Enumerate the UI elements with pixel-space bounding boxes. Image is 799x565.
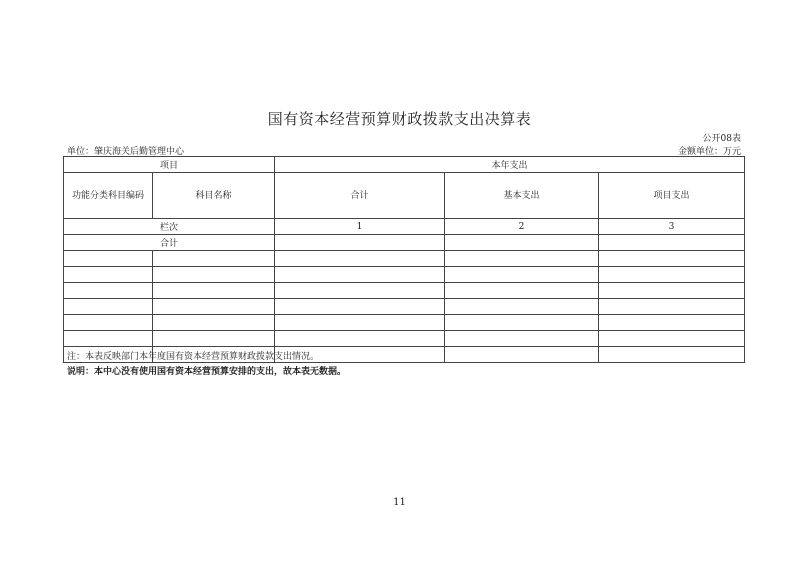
table-row <box>64 331 745 347</box>
table-row <box>64 299 745 315</box>
header-current-year-cell: 本年支出 <box>275 157 745 173</box>
table-cell <box>153 251 275 267</box>
table-cell <box>153 299 275 315</box>
table-cell <box>153 315 275 331</box>
table-cell <box>599 267 745 283</box>
table-cell <box>64 299 153 315</box>
table-header-row-1 <box>64 157 745 173</box>
total-cell <box>599 235 745 251</box>
expenditure-table <box>63 156 745 363</box>
table-cell <box>275 299 445 315</box>
table-cell <box>445 315 599 331</box>
table-cell <box>275 331 445 347</box>
table-cell <box>445 267 599 283</box>
col-header-code: 功能分类科目编码 <box>64 173 153 219</box>
unit-label: 单位：肇庆海关后勤管理中心 <box>67 147 185 157</box>
table-row <box>64 283 745 299</box>
table-cell <box>275 315 445 331</box>
lanci-col-3: 3 <box>599 219 745 235</box>
table-row <box>64 251 745 267</box>
col-header-total: 合计 <box>275 173 445 219</box>
lanci-row <box>64 219 745 235</box>
table-cell <box>64 315 153 331</box>
table-cell <box>275 251 445 267</box>
table-cell <box>599 347 745 363</box>
table-cell <box>153 283 275 299</box>
table-cell <box>64 283 153 299</box>
table-note: 注：本表反映部门本年度国有资本经营预算财政拨款支出情况。 <box>67 352 320 362</box>
table-cell <box>64 251 153 267</box>
table-cell <box>445 251 599 267</box>
page-number: 11 <box>393 497 406 508</box>
table-cell <box>599 283 745 299</box>
table-cell <box>445 283 599 299</box>
table-cell <box>275 267 445 283</box>
table-cell <box>445 331 599 347</box>
table-cell <box>599 331 745 347</box>
table-cell <box>599 251 745 267</box>
table-cell <box>445 347 599 363</box>
table-cell <box>445 299 599 315</box>
table-header-row-2 <box>64 173 745 219</box>
table-code: 公开08表 <box>702 134 741 144</box>
lanci-label: 栏次 <box>64 219 275 235</box>
explanation-text: 说明：本中心没有使用国有资本经营预算安排的支出，故本表无数据。 <box>67 367 347 377</box>
lanci-col-1: 1 <box>275 219 445 235</box>
table-row <box>64 315 745 331</box>
total-row <box>64 235 745 251</box>
table-cell <box>599 299 745 315</box>
total-cell <box>275 235 445 251</box>
table-cell <box>275 283 445 299</box>
col-header-name: 科目名称 <box>153 173 275 219</box>
table-cell <box>599 315 745 331</box>
money-unit-label: 金额单位：万元 <box>677 147 741 157</box>
table-row <box>64 267 745 283</box>
table-cell <box>153 331 275 347</box>
table-cell <box>64 331 153 347</box>
header-item-cell: 项目 <box>64 157 275 173</box>
table-cell <box>64 267 153 283</box>
total-label: 合计 <box>64 235 275 251</box>
table-cell <box>153 267 275 283</box>
col-header-project: 项目支出 <box>599 173 745 219</box>
col-header-basic: 基本支出 <box>445 173 599 219</box>
total-cell <box>445 235 599 251</box>
lanci-col-2: 2 <box>445 219 599 235</box>
page-title: 国有资本经营预算财政拨款支出决算表 <box>267 110 532 128</box>
